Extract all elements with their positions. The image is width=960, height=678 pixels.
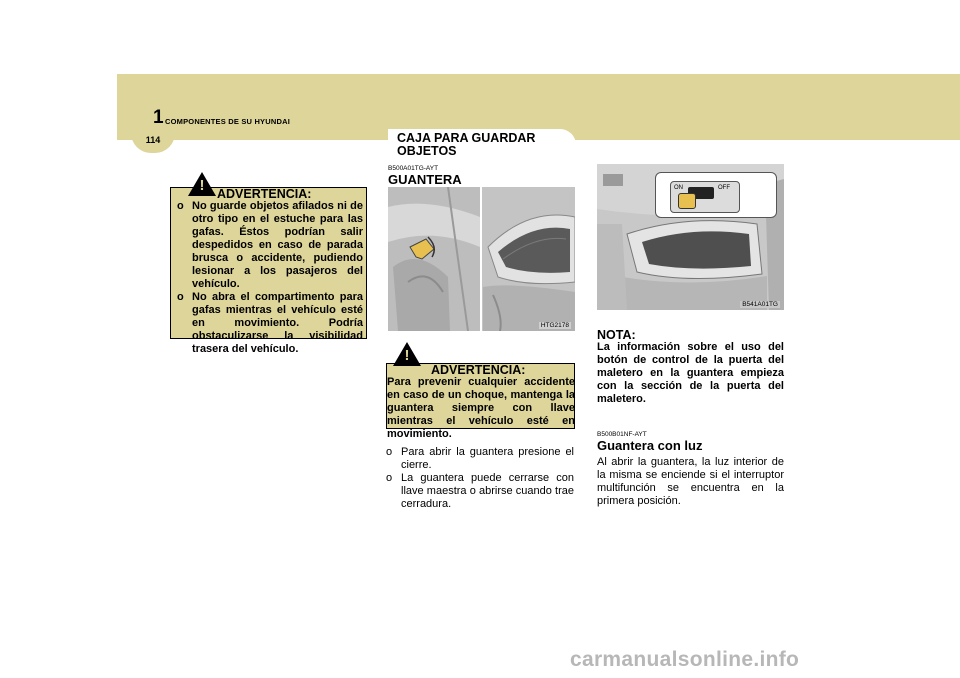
chapter-title: COMPONENTES DE SU HYUNDAI bbox=[165, 117, 291, 126]
left-warning-title: ADVERTENCIA: bbox=[217, 187, 312, 201]
glovebox-photo bbox=[388, 187, 575, 331]
middle-list bbox=[386, 446, 574, 511]
middle-warning-text: Para prevenir cualquier accidente en caso de un choque, mantenga la guantera siempre con llave mientras el vehículo esté en movimiento. bbox=[387, 376, 575, 440]
chapter-number: 1 bbox=[153, 107, 164, 128]
section-tab bbox=[388, 129, 576, 161]
warning-icon: ! bbox=[393, 342, 421, 366]
list-item: o Para abrir la guantera presione el cierre. bbox=[386, 446, 574, 471]
middle-warning-title: ADVERTENCIA: bbox=[431, 363, 526, 377]
left-warning-box bbox=[170, 177, 367, 355]
section-code: B500B01NF-AYT bbox=[597, 431, 647, 438]
note-title: NOTA: bbox=[597, 328, 636, 342]
section-heading: GUANTERA bbox=[388, 172, 462, 187]
section-title: CAJA PARA GUARDAR OBJETOS bbox=[397, 131, 536, 158]
switch-callout bbox=[655, 172, 777, 218]
list-item: o La guantera puede cerrarse con llave maestra o abrirse cuando trae cerradura. bbox=[386, 472, 574, 510]
glovebox-light-photo bbox=[597, 164, 784, 310]
list-item: o No guarde objetos afilados ni de otro tipo en el estuche para las gafas. Éstos podrían salir despedidos en caso de parada brusca o accidente, pudiendo lesionar a los pasajeros del vehículo. bbox=[177, 200, 363, 290]
page-number-tab bbox=[131, 133, 175, 153]
left-warning-list bbox=[177, 200, 363, 356]
section-heading: Guantera con luz bbox=[597, 438, 703, 453]
hand-pointer-icon bbox=[678, 193, 696, 209]
watermark: carmanualsonline.info bbox=[570, 648, 800, 671]
note-text: La información sobre el uso del botón de control de la puerta del maletero en la guantera empieza con la sección de la puerta del maletero. bbox=[597, 341, 784, 405]
warning-icon: ! bbox=[188, 172, 216, 196]
photo-code: HTG2178 bbox=[540, 322, 569, 329]
section-code: B500A01TG-AYT bbox=[388, 165, 439, 172]
middle-warning-box bbox=[386, 347, 575, 440]
switch-off-label: OFF bbox=[718, 185, 730, 191]
glovebox-illustration bbox=[388, 187, 575, 331]
switch-on-label: ON bbox=[674, 185, 683, 191]
body-text: Al abrir la guantera, la luz interior de la misma se enciende si el interruptor multifunción se encuentra en la primera posición. bbox=[597, 456, 784, 507]
page-number: 114 bbox=[145, 135, 161, 145]
photo-code: B541A01TG bbox=[742, 301, 778, 308]
list-item: o No abra el compartimento para gafas mientras el vehículo esté en movimiento. Podría obstaculizarse la visibilidad trasera del vehículo. bbox=[177, 291, 363, 355]
